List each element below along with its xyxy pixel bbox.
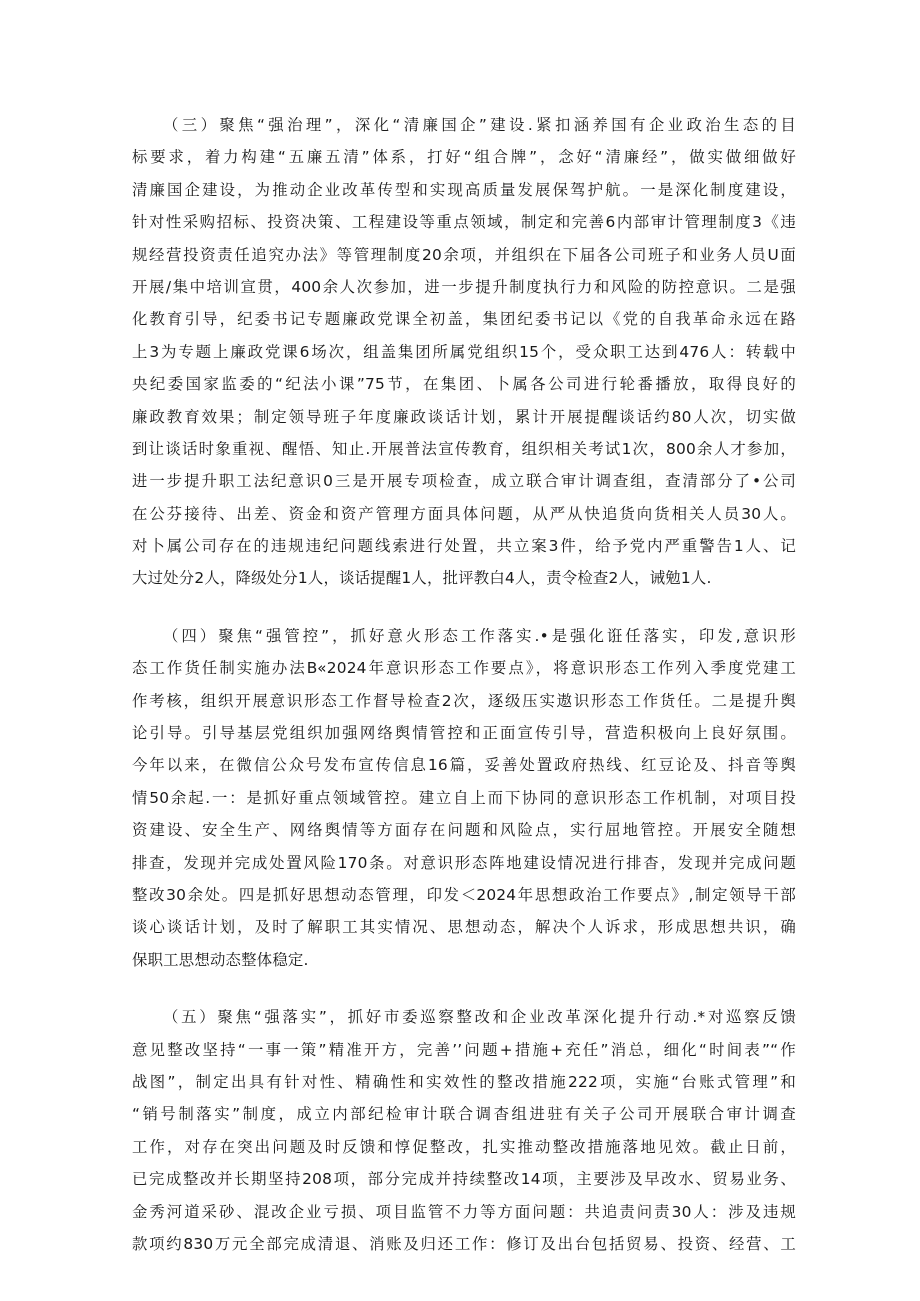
- text-line: 在公芬接待、出差、资金和资产管理方面具体问题，从严从快追货向货相关人员30人。: [132, 504, 796, 523]
- text-line: （五）聚焦“强落实”，抓好市委巡察整改和企业改革深化提升行动.*对巡察反馈: [163, 1008, 796, 1027]
- text-line: 整改30余处。四是抓好思想动态管理，印发＜2024年思想政治工作要点》,制定领导干部: [132, 885, 796, 904]
- text-line: 谈心谈话计划，及时了解职工其实情况、思想动态，解决个人诉求，形成思想共识，确: [132, 918, 796, 937]
- text-line: 标要求，着力构建“五廉五清”体系，打好“组合牌”，念好“清廉经”，做实做细做好: [132, 148, 796, 167]
- text-line: 意见整改坚持“一事一策”精准开方，完善’’问题+措施+充任”消总，细化“时间表”“作: [132, 1040, 796, 1059]
- text-line: 情50余起.一：是抓好重点领域管控。建立自上而下协同的意识形态工作机制，对项目投: [132, 788, 796, 807]
- document-page: [132, 109, 796, 1285]
- text-line: 资建设、安全生产、网络舆情等方面存在问题和风险点，实行屈地管控。开展安全随想: [132, 821, 796, 840]
- text-line: 态工作货任制实施办法B«2024年意识形态工作要点》，将意识形态工作列入季度党建工: [132, 659, 796, 678]
- text-line: （四）聚焦“强管控”，抓好意火形态工作落实.•是强化诳任落实，印发,意识形: [163, 626, 796, 645]
- text-line: 排查，发现并完成处置风险170条。对意识形态阵地建设情况进行排杳，发现并完成问题: [132, 853, 796, 872]
- text-line: 进一步提升职工法纪意识0三是开展专项检查，成立联合审计调查组，查清部分了•公司: [132, 472, 796, 491]
- text-line: 清廉国企建设，为推动企业改革传型和实现高质量发展保驾护航。一是深化制度建设，: [132, 180, 796, 199]
- text-line: 化教育引导，纪委书记专题廉政党课全初盖，集团纪委书记以《党的自我革命永远在路: [132, 310, 796, 329]
- text-line: 今年以来，在微信公众号发布宣传信息16篇，妥善处置政府热线、红豆论及、抖音等舆: [132, 756, 796, 775]
- text-line: 作考核，组织开展意识形态工作督导检查2次，逐级压实遨识形态工作货任。二是提升舆: [132, 691, 796, 710]
- paragraph-section-4: [132, 620, 796, 976]
- text-line: 到让谈话时象重视、醒悟、知止.开展普法宣传教育，组织相关考试1次，800余人才参加，: [132, 439, 796, 458]
- paragraph-section-5: [132, 1001, 796, 1260]
- text-line: 战图”，制定出具有针对性、精确性和实效性的整改措施222项，实施“台账式管理”和: [132, 1072, 796, 1091]
- text-line: 针对性采购招标、投资决策、工程建设等重点领域，制定和完善6内部审计管理制度3《违: [132, 213, 796, 232]
- text-line: 工作，对存在突出问题及时反馈和惇促整改，扎实推动整改措施落地见效。截止日前，: [132, 1137, 796, 1156]
- text-line: 保职工思想动态整体稳定.: [132, 950, 309, 969]
- text-line: 对卜属公司存在的违规违纪问题线索进行处置，共立案3件，给予党内严重警告1人、记: [132, 537, 796, 556]
- text-line: 规经营投资责任追究办法》等管理制度20余项，并组织在下届各公司班子和业务人员U面: [132, 245, 796, 264]
- text-line: 大过处分2人，降级处分1人，谈话提醒1人，批评教白4人，责令检查2人，诫勉1人.: [132, 569, 712, 588]
- text-line: “销号制落实”制度，成立内部纪检审计联合调杳组进驻有关子公司开展联合审计调查: [132, 1105, 796, 1124]
- text-line: 廉政教育效果；制定领导班子年度廉政谈话计划，累计开展提醒谈话约80人次，切实做: [132, 407, 796, 426]
- text-line: 已完成整改并长期坚持208项，部分完成并持续整改14项，主要涉及早改水、贸易业务、: [132, 1170, 796, 1189]
- text-line: 央纪委国家监委的“纪法小课”75节，在集团、卜属各公司进行轮番播放，取得良好的: [132, 375, 796, 394]
- text-line: 上3为专题上廉政党课6场次，组盖集团所属党组织15个，受众职工达到476人：转载中: [132, 342, 796, 361]
- text-line: 开展/集中培训宣贯，400余人次参加，进一步提升制度执行力和风险的防控意识。二是强: [132, 277, 796, 296]
- text-line: 款项约830万元全部完成清退、消账及归还工作：修订及出台包括贸易、投资、经营、工: [132, 1234, 796, 1253]
- text-line: 金秀河道采砂、混改企业亏损、项目监管不力等方面问题：共追责问责30人：涉及违规: [132, 1202, 796, 1221]
- text-line: （三）聚焦“强治理”，深化“清廉国企”建设.紧扣涵养国有企业政治生态的目: [163, 116, 796, 134]
- paragraph-section-3: [132, 109, 796, 595]
- text-line: 论引导。引导基层党组织加强网络舆情管控和正面宣传引导，营造积极向上良好氛围。: [132, 724, 796, 743]
